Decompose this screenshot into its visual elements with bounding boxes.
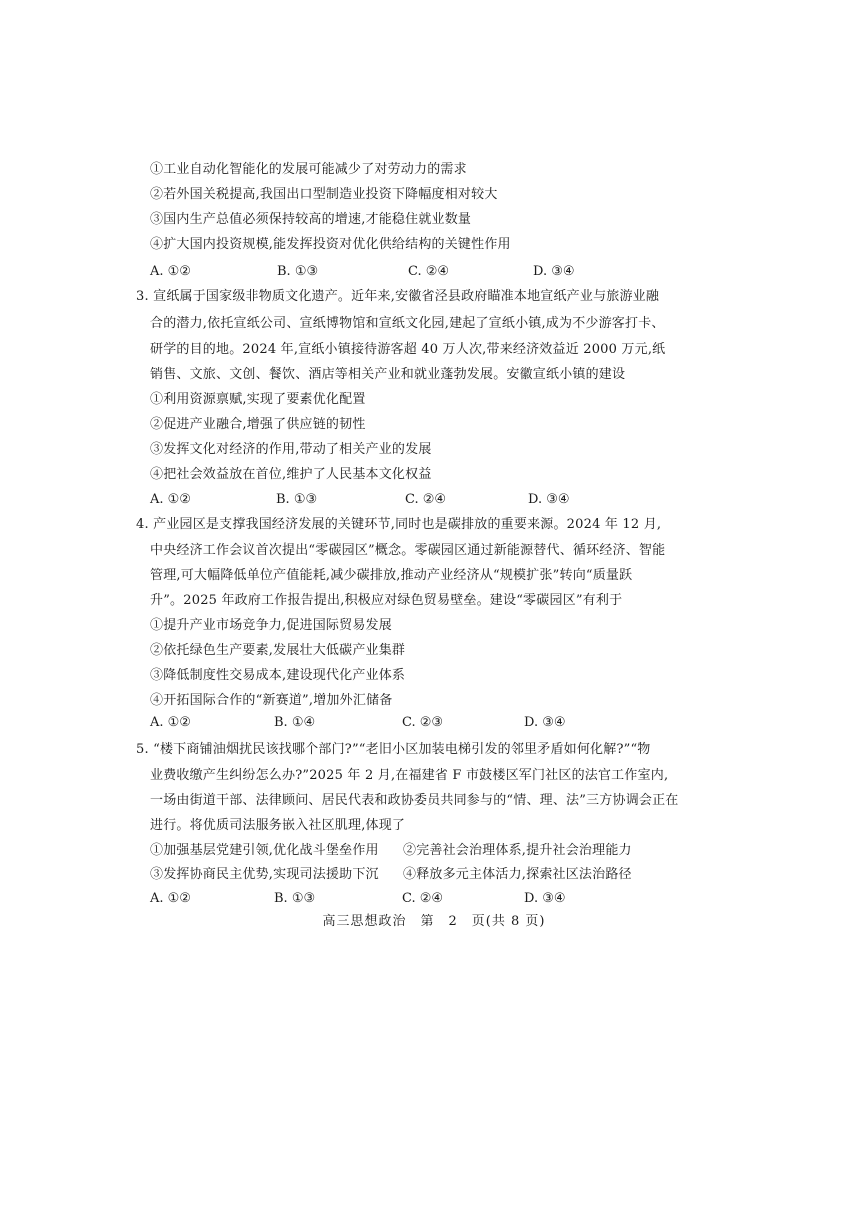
q4-item-4: ④开拓国际合作的“新赛道”,增加外汇储备 <box>150 693 393 708</box>
q3-stem-line-2: 合的潜力,依托宣纸公司、宣纸博物馆和宣纸文化园,建起了宣纸小镇,成为不少游客打卡、 <box>150 316 665 331</box>
q2-option-c: C. ②④ <box>408 264 450 279</box>
page-footer: 高三思想政治 第 2 页(共 8 页) <box>322 914 546 929</box>
q5-stem-line-4: 进行。将优质司法服务嵌入社区肌理,体现了 <box>150 818 406 833</box>
q5-option-c: C. ②④ <box>402 891 444 906</box>
q3-option-b: B. ①③ <box>276 492 318 507</box>
q3-stem-line-4: 销售、文旅、文创、餐饮、酒店等相关产业和就业蓬勃发展。安徽宣纸小镇的建设 <box>150 367 626 382</box>
q3-stem-line-3: 研学的目的地。2024 年,宣纸小镇接待游客超 40 万人次,带来经济效益近 2000 万元,纸 <box>150 342 666 357</box>
q3-item-1: ①利用资源禀赋,实现了要素优化配置 <box>150 392 366 407</box>
q2-item-4: ④扩大国内投资规模,能发挥投资对优化供给结构的关键性作用 <box>150 237 511 252</box>
q3-item-3: ③发挥文化对经济的作用,带动了相关产业的发展 <box>150 442 432 457</box>
q5-item-1: ①加强基层党建引领,优化战斗堡垒作用 <box>150 843 379 858</box>
q2-option-d: D. ③④ <box>533 264 575 279</box>
q3-option-c: C. ②④ <box>405 492 447 507</box>
q4-option-b: B. ①④ <box>274 715 316 730</box>
q5-item-3: ③发挥协商民主优势,实现司法援助下沉 <box>150 867 379 882</box>
q4-option-d: D. ③④ <box>524 715 566 730</box>
q5-option-d: D. ③④ <box>524 891 566 906</box>
q4-option-a: A. ①② <box>150 715 191 730</box>
q4-stem-line-4: 升”。2025 年政府工作报告提出,积极应对绿色贸易壁垒。建设“零碳园区”有利于 <box>150 593 623 608</box>
q3-stem-line-1: 3. 宣纸属于国家级非物质文化遗产。近年来,安徽省泾县政府瞄准本地宣纸产业与旅游业融 <box>136 289 660 304</box>
q4-item-2: ②依托绿色生产要素,发展壮大低碳产业集群 <box>150 643 406 658</box>
q3-option-a: A. ①② <box>150 492 191 507</box>
q5-stem-line-2: 业费收缴产生纠纷怎么办?”2025 年 2 月,在福建省 F 市鼓楼区军门社区的法官工作室内, <box>150 768 669 783</box>
q4-stem-line-2: 中央经济工作会议首次提出“零碳园区”概念。零碳园区通过新能源替代、循环经济、智能 <box>150 543 666 558</box>
q3-item-2: ②促进产业融合,增强了供应链的韧性 <box>150 417 366 432</box>
q5-stem-line-3: 一场由街道干部、法律顾问、居民代表和政协委员共同参与的“情、理、法”三方协调会正在 <box>150 793 679 808</box>
q4-stem-line-3: 管理,可大幅降低单位产值能耗,减少碳排放,推动产业经济从“规模扩张”转向“质量跃 <box>150 568 633 583</box>
q2-item-3: ③国内生产总值必须保持较高的增速,才能稳住就业数量 <box>150 212 472 227</box>
q2-item-1: ①工业自动化智能化的发展可能减少了对劳动力的需求 <box>150 162 467 177</box>
q2-item-2: ②若外国关税提高,我国出口型制造业投资下降幅度相对较大 <box>150 187 498 202</box>
q2-option-b: B. ①③ <box>277 264 319 279</box>
q3-item-4: ④把社会效益放在首位,维护了人民基本文化权益 <box>150 467 432 482</box>
q4-option-c: C. ②③ <box>402 715 444 730</box>
q5-item-2: ②完善社会治理体系,提升社会治理能力 <box>403 843 632 858</box>
q3-option-d: D. ③④ <box>528 492 570 507</box>
q5-item-4: ④释放多元主体活力,探索社区法治路径 <box>403 867 632 882</box>
q5-option-a: A. ①② <box>150 891 191 906</box>
q5-stem-line-1: 5. “楼下商铺油烟扰民该找哪个部门?”“老旧小区加装电梯引发的邻里矛盾如何化解?”“物 <box>136 742 651 757</box>
q4-stem-line-1: 4. 产业园区是支撑我国经济发展的关键环节,同时也是碳排放的重要来源。2024 年 12 月, <box>136 517 662 532</box>
q4-item-3: ③降低制度性交易成本,建设现代化产业体系 <box>150 668 406 683</box>
q2-option-a: A. ①② <box>150 264 191 279</box>
q5-option-b: B. ①③ <box>274 891 316 906</box>
q4-item-1: ①提升产业市场竞争力,促进国际贸易发展 <box>150 618 392 633</box>
